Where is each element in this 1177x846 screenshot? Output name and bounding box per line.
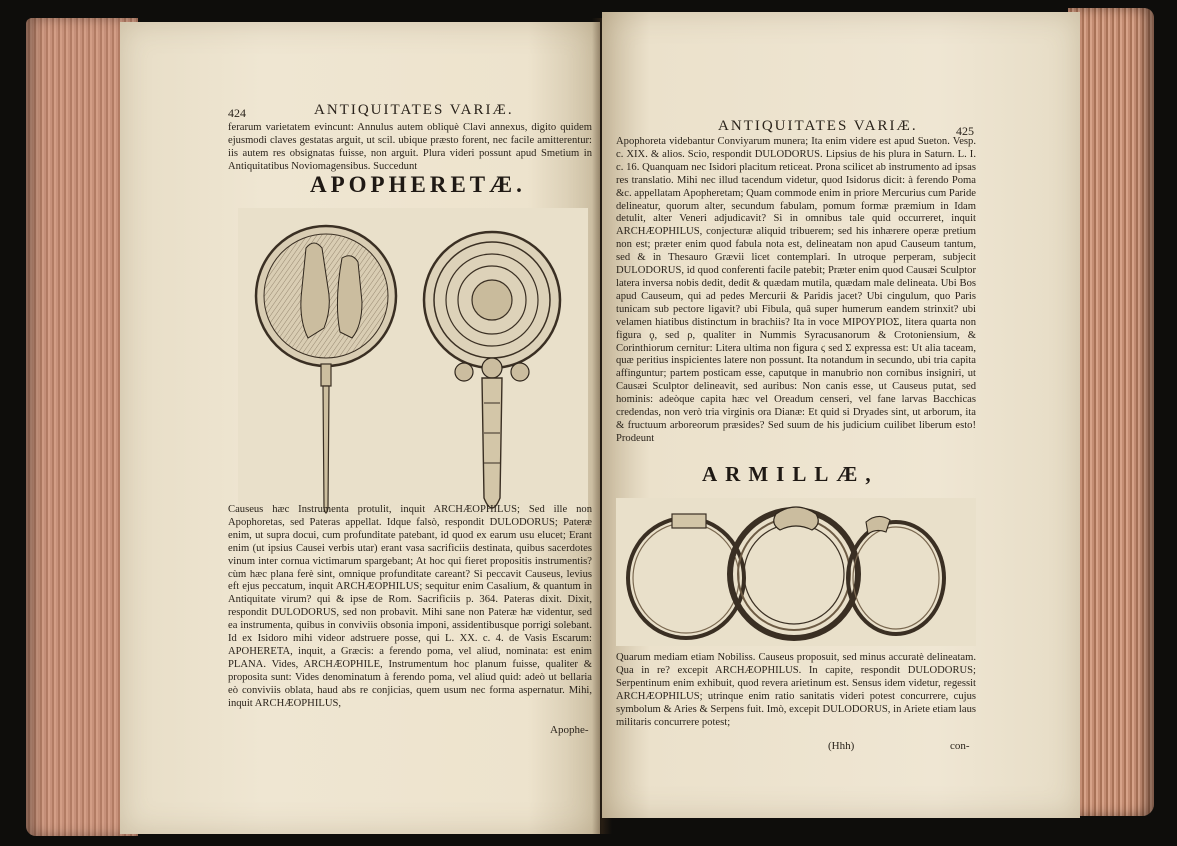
body-paragraph-text: Causeus hæc Instrumenta protulit, inquit ARCHÆOPHILUS; Sed ille non Apophoretas, sed Pateras appellat. Idque falsò, respondit DULODORUS; Pateræ enim, ut supra docui, cum profunditate patebant, id quod ex earum usu elucet; Erant enim (ut ipsius Causei verbis utar) erant vasa sacrificiis destinata, quibus sacerdotes vinum inter cornua victimarum spargebant; At hoc qui fieret propositis instrumentis? cùm hæc plana ferè sint, omnique profunditate careant? Si peccavit Causeus, levius eft ejus peccatum, inquit ARCHÆOPHILUS; sequitur enim Casalium, & quantum in Antiquitate virum? qui & ipse de Rom. Sacrificiis p. 364. Pateras dixit. Dixit, respondit DULODORUS, sed non probavit. Mihi sane non Pateræ hæ videntur, sed ea instrumenta, quibus in conviviis obsonia imponi, assidentibusque porrigi solebant. Id ex Isidoro mihi videor adstruere posse, qui L. XX. c. 4. de Vasis Escarum: APOHERETA, inquit, a Græcis: a ferendo poma, vel aliud, nominata: est enim PLANA. Vides, ARCHÆOPHILE, Instrumentum hoc planum fuisse, qualiter & proposita sunt: Vides denominatum à ferendo poma, vel aliud quid: adeò ut bellaria eò conviviis oblata, haud abs re conjicias, quem usum nec forma aspernatur. Mihi, inquit ARCHÆOPHILUS, [228,504,592,709]
body-paragraph [228,504,592,711]
right-page [602,12,1080,818]
closing-paragraph [616,652,976,729]
running-head: ANTIQUITATES VARIÆ. [718,118,918,134]
top-paragraph-text: ferarum varietatem evincunt: Annulus autem obliquè Clavi annexus, digito quidem ejusmodi claves gestatas arguit, ut scil. ubique præsto forent, nec facile amitterentur: iis autem res obsignatas fuisse, non arguit. Plura videri possunt apud Smetium in Antiquitatibus Noviomagensibus. Succedunt [228,122,592,172]
body-paragraph [616,136,976,446]
section-title: APOPHERETÆ. [310,172,526,197]
mirror-illustration [238,208,588,520]
catchword: con- [950,740,970,752]
page-number: 424 [228,106,246,120]
body-paragraph-text: Apophoreta videbantur Conviyarum munera; Ita enim videre est apud Sueton. Vesp. c. XIX. & alios. Scio, respondit DULODORUS. Lipsius de his plura in Saturn. L. I. c. 16. Quanquam nec Isidori placitum reticeat. Prona scilicet ab instrumento ad ipsas res translatio. Mihi nec illud tacendum videtur, quod Isidorus dicit: à ferendo Poma &c. appellatam Apopheretam; Quam commode enim in priore Mercurius cum Paride delineatur, quorum alter, secundum fabulam, pomum formæ præmium in Idam detulit, alter Veneri adjudicavit? Si in omnibus tale quid occurreret, inquit ARCHÆOPHILUS, conjecturæ aliquid tribuerem; sed his inhærere operæ pretium non est; præter enim quod fabula nota est, delineatam non apud Causeum tantum, sed & in Thesauro Grævii licet contemplari. In utroque perperam, subjecit DULODORUS, id quod conferenti facile patebit; Præter enim quod Causæi Sculptor latera inversa nobis dedit, dedit & quædam mutila, quædam male delineata. Ubi Bos apud Causeum, qui ad pedes Mercurii & Paridis jacet? Ubi cingulum, quo Paris tunicam sub pectore ligavit? ubi Fibula, quâ super humerum eandem strinxit? ubi velamen hiatibus distinctum in brachiis? Ita in voce ΜΙΡΟΥΡΙΟΣ, litera quarta non figura ϙ, sed ρ, qualiter in Nummis Syracusanorum & Crotoniensium, & Corinthiorum cernitur: Litera ultima non figura ϛ sed Σ expressa est: Ut alia taceam, quæ peritius inspicientes latere non possunt. Ita notandum in secundo, ubi tria capita affinguntur; partem posticam esse, caputque in manubrio non cornibus insigniri, ut Causæi Sculptor delineavit, sed auribus: Non canis esse, ut Causeus putat, sed hominis: adeòque capita hæc vel Oreadum censeri, vel fane larvas Bacchicas credendas, non verò tria virginis ora Dianæ: Et quid si Dryades sint, ut arborum, ita & fructuum arboreorum præsides? Sed suum de his judicium cuilibet liberum esto! Prodeunt [616,136,976,444]
page-number: 425 [956,124,974,138]
closing-paragraph-text: Quarum mediam etiam Nobiliss. Causeus proposuit, sed minus accuratè delineatam. Qua in re? excepit ARCHÆOPHILUS. In capite, respondit DULODORUS; Serpentinum enim exhibuit, quod revera arietinum est. Sensus idem videtur, regessit ARCHÆOPHILUS; utrinque enim ratio sanitatis videri potest concurrere, cujus symbolum & Aries & Serpens fuit. Imò, excepit DULODORUS, in Ariete etiam laus militaris concurrere potest; [616,652,976,728]
engraving-bracelets [616,498,976,646]
left-page [120,22,600,834]
engraving-mirrors [238,208,588,520]
running-head: ANTIQUITATES VARIÆ. [314,102,514,118]
top-paragraph [228,122,592,174]
catchword: Apophe- [550,724,589,736]
section-title: ARMILLÆ, [702,462,879,486]
bracelets-illustration [616,498,976,646]
signature-mark: (Hhh) [828,740,855,752]
right-page-edges [1068,8,1154,816]
